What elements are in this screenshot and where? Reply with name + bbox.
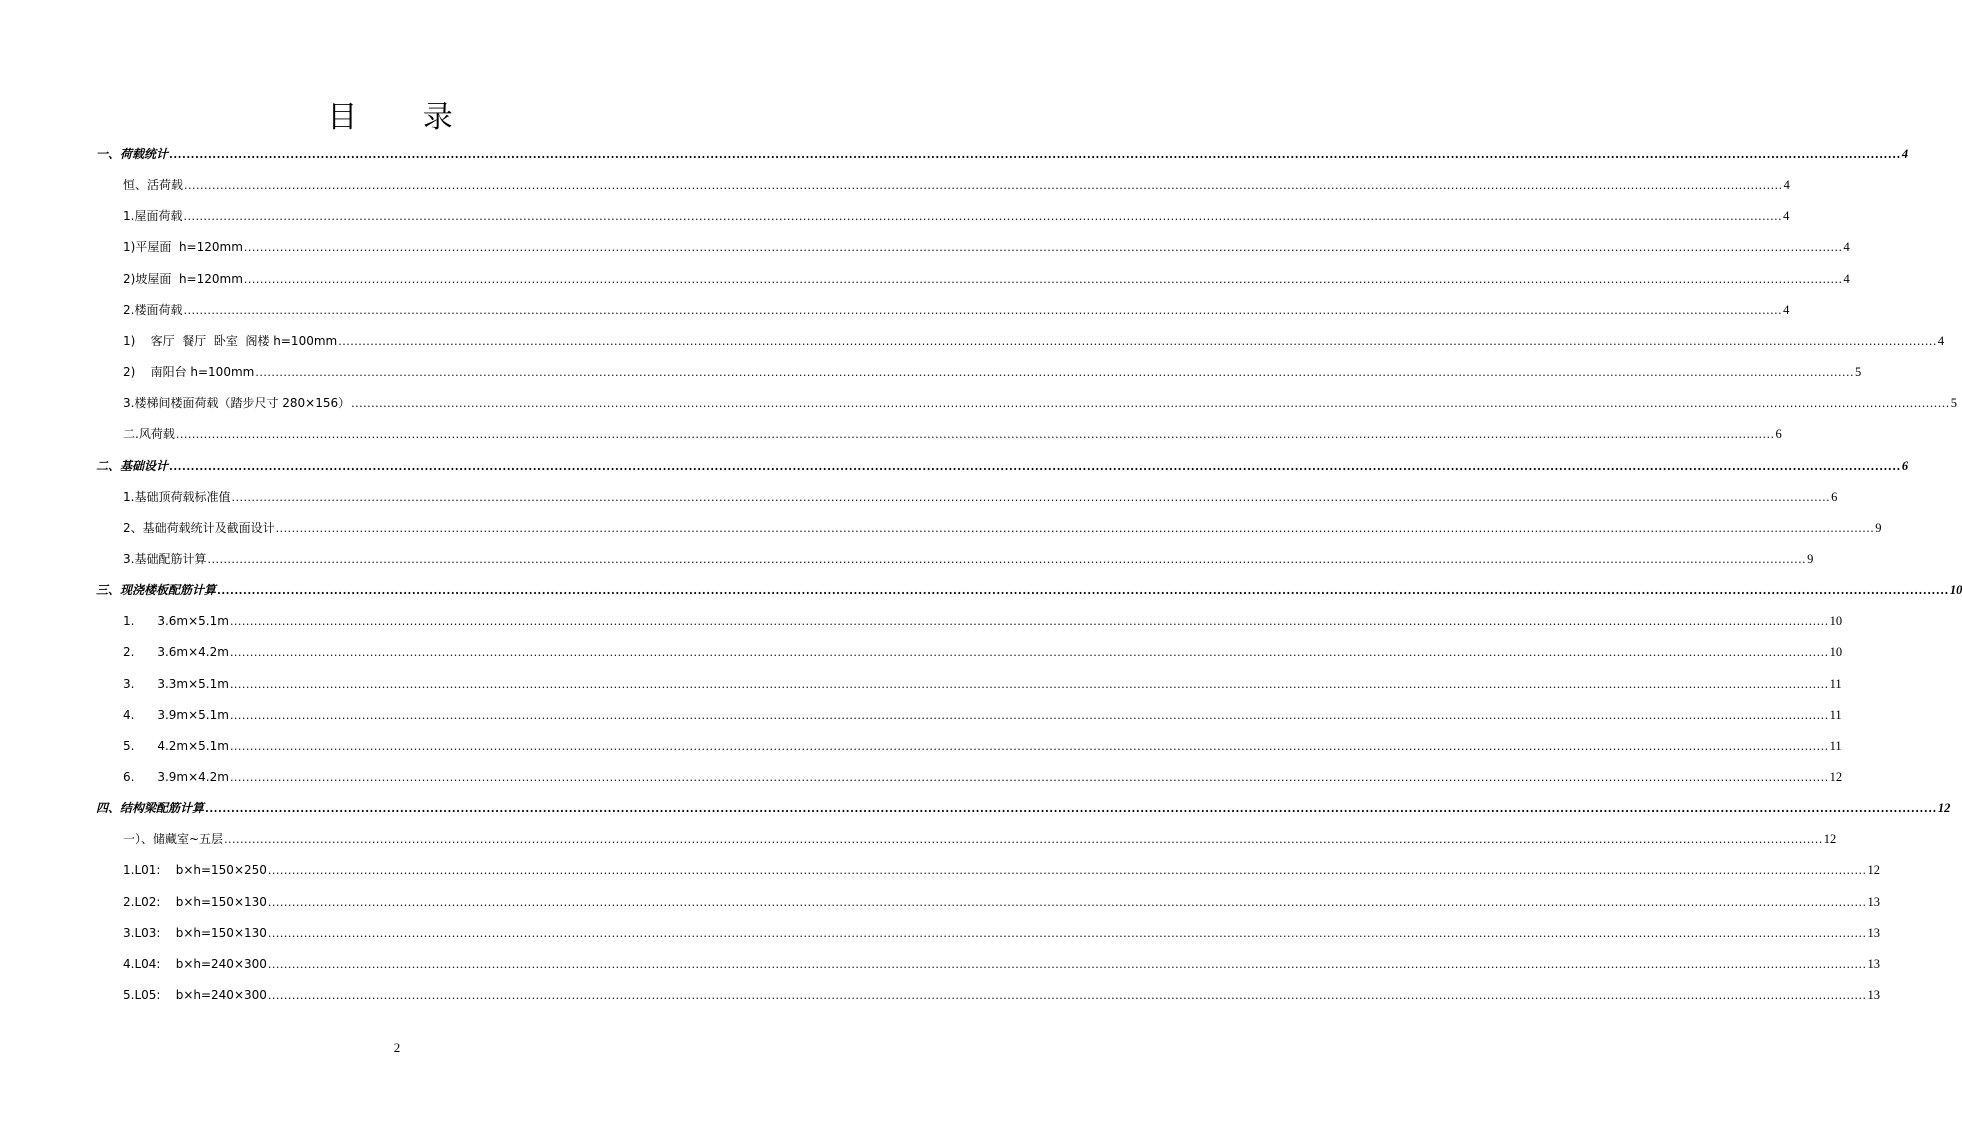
toc-entry-page: 10 (1949, 583, 1962, 598)
toc-entry[interactable] (123, 206, 1790, 226)
toc-leader-dots: ................................................................................................................................................................................................................................................................................................................................................................................................................ (267, 895, 1867, 909)
toc-entry[interactable] (123, 985, 1881, 1005)
toc-entry-page: 6 (1901, 458, 1909, 473)
toc-entry-page: 11 (1829, 676, 1842, 691)
toc-entry-label: 4.L04: b×h=240×300 (123, 956, 267, 971)
toc-entry-label: 2、基础荷载统计及截面设计 (123, 520, 275, 535)
toc-entry-label: 1.屋面荷载 (123, 209, 183, 224)
toc-entry-label: 1)平屋面 h=120mm (123, 240, 243, 255)
toc-entry-label: 3.L03: b×h=150×130 (123, 925, 267, 940)
toc-entry[interactable] (96, 580, 1962, 600)
toc-entry-label: 二、基础设计 (96, 458, 169, 473)
toc-entry-page: 13 (1867, 894, 1881, 909)
toc-entry-label: 四、结构梁配筋计算 (96, 801, 205, 816)
toc-entry-page: 12 (1867, 863, 1881, 878)
toc-leader-dots: ................................................................................................................................................................................................................................................................................................................................................................................................................ (205, 802, 1937, 816)
toc-entry-page: 4 (1783, 178, 1790, 193)
toc-entry[interactable] (123, 892, 1881, 912)
toc-leader-dots: ................................................................................................................................................................................................................................................................................................................................................................................................................ (169, 459, 1901, 473)
toc-leader-dots: ................................................................................................................................................................................................................................................................................................................................................................................................................ (338, 334, 1937, 348)
toc-entry-page: 5 (1950, 396, 1958, 411)
toc-entry-label: 5.L05: b×h=240×300 (123, 988, 267, 1003)
toc-entry[interactable] (123, 674, 1842, 694)
toc-leader-dots: ................................................................................................................................................................................................................................................................................................................................................................................................................ (231, 490, 1831, 504)
toc-entry-page: 4 (1937, 333, 1945, 348)
toc-entry-page: 10 (1829, 645, 1843, 660)
toc-entry-label: 恒、活荷载 (123, 178, 184, 193)
toc-entry[interactable] (123, 269, 1850, 289)
toc-entry-page: 9 (1807, 551, 1814, 566)
toc-leader-dots: ................................................................................................................................................................................................................................................................................................................................................................................................................ (224, 833, 1823, 847)
toc-entry-page: 10 (1829, 614, 1843, 629)
toc-entry-page: 12 (1823, 832, 1837, 847)
toc-entry-label: 1. 3.6m×5.1m (123, 614, 229, 629)
toc-entry[interactable] (123, 829, 1837, 849)
toc-entry-page: 4 (1901, 147, 1909, 161)
toc-entry-page: 6 (1831, 489, 1838, 504)
toc-entry-label: 三、现浇楼板配筋计算 (96, 583, 217, 598)
toc-leader-dots: ................................................................................................................................................................................................................................................................................................................................................................................................................ (267, 957, 1867, 971)
toc-entry[interactable] (96, 144, 1909, 164)
toc-entry[interactable] (123, 736, 1842, 756)
toc-entry-page: 4 (1843, 240, 1850, 255)
toc-leader-dots: ................................................................................................................................................................................................................................................................................................................................................................................................................ (267, 989, 1867, 1003)
toc-entry[interactable] (123, 518, 1882, 538)
toc-leader-dots: ................................................................................................................................................................................................................................................................................................................................................................................................................ (175, 428, 1775, 442)
toc-leader-dots: ................................................................................................................................................................................................................................................................................................................................................................................................................ (351, 397, 1950, 411)
toc-entry[interactable] (123, 549, 1814, 569)
toc-entry-label: 1.L01: b×h=150×250 (123, 863, 267, 878)
toc-entry[interactable] (123, 237, 1850, 257)
toc-leader-dots: ................................................................................................................................................................................................................................................................................................................................................................................................................ (207, 552, 1807, 566)
toc-entry-page: 13 (1867, 956, 1881, 971)
toc-entry[interactable] (123, 923, 1881, 943)
toc-entry-label: 2. 3.6m×4.2m (123, 645, 229, 660)
toc-leader-dots: ................................................................................................................................................................................................................................................................................................................................................................................................................ (243, 241, 1843, 255)
page-title: 目 录 (327, 100, 481, 135)
toc-entry-label: 3.楼梯间楼面荷载（踏步尺寸 280×156） (123, 396, 351, 411)
toc-entry-page: 11 (1829, 707, 1842, 722)
toc-leader-dots: ................................................................................................................................................................................................................................................................................................................................................................................................................ (275, 521, 1875, 535)
toc-leader-dots: ................................................................................................................................................................................................................................................................................................................................................................................................................ (255, 366, 1854, 380)
toc-entry[interactable] (123, 300, 1790, 320)
toc-entry[interactable] (123, 705, 1842, 725)
toc-entry-label: 二.风荷载 (123, 427, 175, 442)
toc-entry[interactable] (96, 798, 1951, 818)
toc-leader-dots: ................................................................................................................................................................................................................................................................................................................................................................................................................ (229, 739, 1829, 753)
toc-entry-page: 6 (1775, 427, 1782, 442)
toc-entry[interactable] (123, 954, 1881, 974)
toc-entry-label: 2) 南阳台 h=100mm (123, 365, 255, 380)
toc-entry[interactable] (123, 393, 1958, 413)
toc-entry-page: 11 (1829, 738, 1842, 753)
toc-leader-dots: ................................................................................................................................................................................................................................................................................................................................................................................................................ (267, 926, 1867, 940)
toc-entry[interactable] (96, 456, 1909, 476)
toc-entry-page: 12 (1829, 770, 1843, 784)
toc-entry-label: 1) 客厅 餐厅 卧室 阁楼 h=100mm (123, 333, 338, 348)
toc-entry[interactable] (123, 767, 1843, 787)
toc-entry-page: 12 (1937, 801, 1951, 816)
toc-leader-dots: ................................................................................................................................................................................................................................................................................................................................................................................................................ (229, 677, 1829, 691)
toc-leader-dots: ................................................................................................................................................................................................................................................................................................................................................................................................................ (229, 615, 1829, 629)
toc-entry-page: 13 (1867, 988, 1881, 1003)
toc-entry-page: 4 (1783, 302, 1790, 317)
toc-entry-page: 5 (1854, 365, 1862, 380)
toc-entry-page: 13 (1867, 925, 1881, 940)
toc-entry-label: 4. 3.9m×5.1m (123, 707, 229, 722)
toc-leader-dots: ................................................................................................................................................................................................................................................................................................................................................................................................................ (184, 179, 1783, 193)
toc-entry-label: 6. 3.9m×4.2m (123, 770, 229, 784)
toc-entry-label: 一、荷载统计 (96, 147, 169, 161)
toc-entry-label: 3. 3.3m×5.1m (123, 676, 229, 691)
toc-leader-dots: ................................................................................................................................................................................................................................................................................................................................................................................................................ (229, 646, 1829, 660)
toc-entry[interactable] (123, 487, 1838, 507)
toc-entry[interactable] (123, 860, 1881, 880)
toc-entry-page: 9 (1875, 520, 1882, 535)
toc-entry[interactable] (123, 175, 1790, 195)
toc-leader-dots: ................................................................................................................................................................................................................................................................................................................................................................................................................ (169, 148, 1901, 161)
page-number: 2 (393, 1040, 401, 1055)
toc-leader-dots: ................................................................................................................................................................................................................................................................................................................................................................................................................ (217, 584, 1949, 598)
toc-entry-label: 2)坡屋面 h=120mm (123, 271, 243, 286)
toc-entry-label: 1.基础顶荷载标准值 (123, 489, 231, 504)
toc-leader-dots: ................................................................................................................................................................................................................................................................................................................................................................................................................ (183, 303, 1783, 317)
toc-leader-dots: ................................................................................................................................................................................................................................................................................................................................................................................................................ (243, 272, 1843, 286)
toc-entry-label: 5. 4.2m×5.1m (123, 738, 229, 753)
toc-leader-dots: ................................................................................................................................................................................................................................................................................................................................................................................................................ (267, 864, 1867, 878)
toc-entry-label: 2.L02: b×h=150×130 (123, 894, 267, 909)
toc-entry[interactable] (123, 362, 1862, 382)
toc-leader-dots: ................................................................................................................................................................................................................................................................................................................................................................................................................ (229, 771, 1829, 784)
toc-entry-page: 4 (1783, 209, 1790, 224)
toc-entry[interactable] (123, 642, 1843, 662)
toc-entry[interactable] (123, 424, 1782, 444)
toc-entry[interactable] (123, 331, 1945, 351)
toc-entry-label: 3.基础配筋计算 (123, 551, 207, 566)
toc-entry-label: 2.楼面荷载 (123, 302, 183, 317)
toc-entry[interactable] (123, 611, 1843, 631)
toc-entry-label: 一）、储藏室~五层 (123, 832, 224, 847)
toc-leader-dots: ................................................................................................................................................................................................................................................................................................................................................................................................................ (229, 708, 1829, 722)
toc-entry-page: 4 (1843, 271, 1850, 286)
toc-leader-dots: ................................................................................................................................................................................................................................................................................................................................................................................................................ (183, 210, 1783, 224)
